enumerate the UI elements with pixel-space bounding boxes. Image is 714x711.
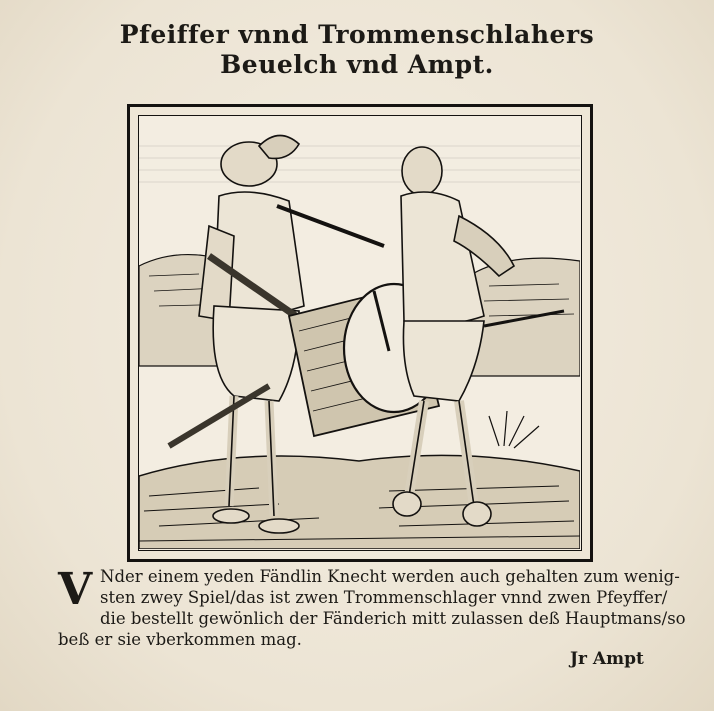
caption-line-1: Nder einem yeden Fändlin Knecht werden auch gehalten zum wenig- xyxy=(100,567,680,586)
page-title-line-1: Pfeiffer vnnd Trommenschlahers xyxy=(119,20,595,49)
page-title-line-2: Beuelch vnd Ampt. xyxy=(220,50,494,79)
caption-line-3: die bestellt gewönlich der Fänderich mitt zulassen deß Hauptmans/so xyxy=(100,609,686,628)
drop-cap: V xyxy=(58,564,93,615)
ground xyxy=(139,455,580,549)
catchword: Jr Ampt xyxy=(570,649,644,669)
woodcut-illustration xyxy=(138,115,582,551)
woodcut-scene xyxy=(139,116,580,549)
sky-hatching xyxy=(139,146,580,182)
grass-tuft xyxy=(489,411,539,448)
caption-line-4: beß er sie vberkommen mag. xyxy=(58,630,302,649)
caption-line-2: sten zwey Spiel/das ist zwen Trommenschlager vnnd zwen Pfeyffer/ xyxy=(100,588,668,607)
